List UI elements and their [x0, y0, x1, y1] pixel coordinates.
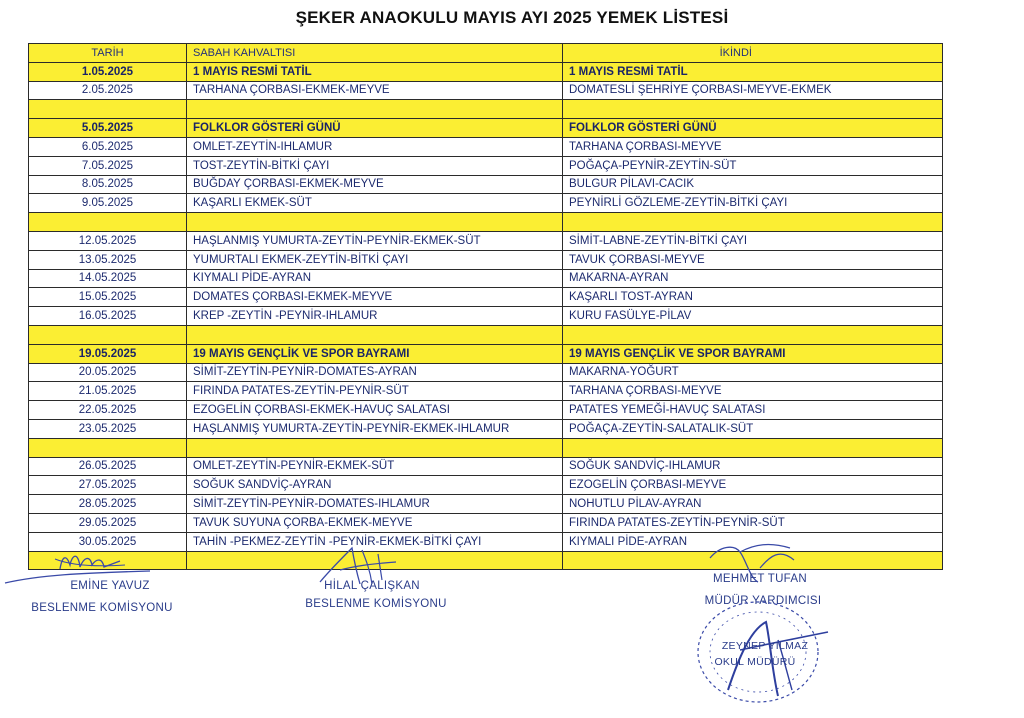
table-row — [29, 288, 943, 307]
date-cell: 27.05.2025 — [29, 476, 187, 495]
table-row — [29, 194, 943, 213]
date-cell: 16.05.2025 — [29, 307, 187, 326]
breakfast-cell: 19 MAYIS GENÇLİK VE SPOR BAYRAMI — [187, 344, 563, 363]
signature-role-right: MÜDÜR YARDIMCISI — [704, 595, 822, 607]
breakfast-cell: KAŞARLI EKMEK-SÜT — [187, 194, 563, 213]
official-stamp — [688, 600, 838, 710]
breakfast-cell — [187, 213, 563, 232]
afternoon-cell: EZOGELİN ÇORBASI-MEYVE — [563, 476, 943, 495]
breakfast-cell: BUĞDAY ÇORBASI-EKMEK-MEYVE — [187, 175, 563, 194]
table-row — [29, 382, 943, 401]
header-breakfast: SABAH KAHVALTISI — [187, 44, 563, 63]
afternoon-cell — [563, 213, 943, 232]
afternoon-cell: NOHUTLU PİLAV-AYRAN — [563, 495, 943, 514]
afternoon-cell — [563, 438, 943, 457]
header-afternoon: İKİNDİ — [563, 44, 943, 63]
breakfast-cell: OMLET-ZEYTİN-PEYNİR-EKMEK-SÜT — [187, 457, 563, 476]
breakfast-cell: FIRINDA PATATES-ZEYTİN-PEYNİR-SÜT — [187, 382, 563, 401]
afternoon-cell — [563, 325, 943, 344]
table-spacer-row — [29, 438, 943, 457]
table-row — [29, 156, 943, 175]
afternoon-cell: KURU FASÜLYE-PİLAV — [563, 307, 943, 326]
table-row — [29, 119, 943, 138]
signature-role-middle: BESLENME KOMİSYONU — [305, 598, 447, 610]
date-cell: 21.05.2025 — [29, 382, 187, 401]
table-row — [29, 231, 943, 250]
date-cell: 1.05.2025 — [29, 62, 187, 81]
signature-name-left: EMİNE YAVUZ — [70, 580, 150, 592]
breakfast-cell: OMLET-ZEYTİN-IHLAMUR — [187, 137, 563, 156]
breakfast-cell: EZOGELİN ÇORBASI-EKMEK-HAVUÇ SALATASI — [187, 401, 563, 420]
afternoon-cell: TARHANA ÇORBASI-MEYVE — [563, 137, 943, 156]
date-cell: 19.05.2025 — [29, 344, 187, 363]
breakfast-cell — [187, 438, 563, 457]
afternoon-cell: DOMATESLİ ŞEHRİYE ÇORBASI-MEYVE-EKMEK — [563, 81, 943, 100]
breakfast-cell: TAVUK SUYUNA ÇORBA-EKMEK-MEYVE — [187, 513, 563, 532]
signature-name-principal: ZEYNEP YILMAZ — [721, 640, 809, 652]
breakfast-cell: SİMİT-ZEYTİN-PEYNİR-DOMATES-AYRAN — [187, 363, 563, 382]
date-cell: 2.05.2025 — [29, 81, 187, 100]
page-title: ŞEKER ANAOKULU MAYIS AYI 2025 YEMEK LİSTESİ — [295, 8, 729, 27]
afternoon-cell: PEYNİRLİ GÖZLEME-ZEYTİN-BİTKİ ÇAYI — [563, 194, 943, 213]
afternoon-cell: TAVUK ÇORBASI-MEYVE — [563, 250, 943, 269]
table-row — [29, 363, 943, 382]
date-cell — [29, 438, 187, 457]
afternoon-cell: 19 MAYIS GENÇLİK VE SPOR BAYRAMI — [563, 344, 943, 363]
afternoon-cell: POĞAÇA-PEYNİR-ZEYTİN-SÜT — [563, 156, 943, 175]
table-row — [29, 457, 943, 476]
afternoon-cell: SOĞUK SANDVİÇ-IHLAMUR — [563, 457, 943, 476]
date-cell — [29, 325, 187, 344]
table-row — [29, 250, 943, 269]
breakfast-cell: DOMATES ÇORBASI-EKMEK-MEYVE — [187, 288, 563, 307]
afternoon-cell — [563, 100, 943, 119]
breakfast-cell: FOLKLOR GÖSTERİ GÜNÜ — [187, 119, 563, 138]
table-spacer-row — [29, 100, 943, 119]
afternoon-cell: FOLKLOR GÖSTERİ GÜNÜ — [563, 119, 943, 138]
date-cell: 12.05.2025 — [29, 231, 187, 250]
afternoon-cell: MAKARNA-YOĞURT — [563, 363, 943, 382]
date-cell: 28.05.2025 — [29, 495, 187, 514]
afternoon-cell: SİMİT-LABNE-ZEYTİN-BİTKİ ÇAYI — [563, 231, 943, 250]
breakfast-cell: HAŞLANMIŞ YUMURTA-ZEYTİN-PEYNİR-EKMEK-IHLAMUR — [187, 419, 563, 438]
breakfast-cell: YUMURTALI EKMEK-ZEYTİN-BİTKİ ÇAYI — [187, 250, 563, 269]
breakfast-cell: KIYMALI PİDE-AYRAN — [187, 269, 563, 288]
table-row — [29, 81, 943, 100]
breakfast-cell: SOĞUK SANDVİÇ-AYRAN — [187, 476, 563, 495]
afternoon-cell: MAKARNA-AYRAN — [563, 269, 943, 288]
date-cell: 23.05.2025 — [29, 419, 187, 438]
afternoon-cell: PATATES YEMEĞİ-HAVUÇ SALATASI — [563, 401, 943, 420]
table-row — [29, 307, 943, 326]
date-cell: 29.05.2025 — [29, 513, 187, 532]
table-spacer-row — [29, 213, 943, 232]
date-cell: 7.05.2025 — [29, 156, 187, 175]
afternoon-cell: KAŞARLI TOST-AYRAN — [563, 288, 943, 307]
breakfast-cell: KREP -ZEYTİN -PEYNİR-IHLAMUR — [187, 307, 563, 326]
breakfast-cell: SİMİT-ZEYTİN-PEYNİR-DOMATES-IHLAMUR — [187, 495, 563, 514]
signature-name-right: MEHMET TUFAN — [713, 573, 807, 585]
afternoon-cell: KIYMALI PİDE-AYRAN — [563, 532, 943, 551]
date-cell: 6.05.2025 — [29, 137, 187, 156]
date-cell: 20.05.2025 — [29, 363, 187, 382]
signature-role-left: BESLENME KOMİSYONU — [31, 602, 173, 614]
afternoon-cell: TARHANA ÇORBASI-MEYVE — [563, 382, 943, 401]
breakfast-cell: HAŞLANMIŞ YUMURTA-ZEYTİN-PEYNİR-EKMEK-SÜT — [187, 231, 563, 250]
signature-name-middle: HİLAL ÇALIŞKAN — [324, 580, 420, 592]
date-cell: 30.05.2025 — [29, 532, 187, 551]
date-cell: 15.05.2025 — [29, 288, 187, 307]
table-row — [29, 137, 943, 156]
table-header-row — [29, 44, 943, 63]
date-cell: 13.05.2025 — [29, 250, 187, 269]
menu-table — [28, 43, 943, 570]
afternoon-cell: 1 MAYIS RESMİ TATİL — [563, 62, 943, 81]
date-cell: 22.05.2025 — [29, 401, 187, 420]
date-cell: 8.05.2025 — [29, 175, 187, 194]
table-row — [29, 344, 943, 363]
table-row — [29, 62, 943, 81]
afternoon-cell: POĞAÇA-ZEYTİN-SALATALIK-SÜT — [563, 419, 943, 438]
table-row — [29, 175, 943, 194]
breakfast-cell — [187, 325, 563, 344]
date-cell: 5.05.2025 — [29, 119, 187, 138]
date-cell: 14.05.2025 — [29, 269, 187, 288]
date-cell — [29, 213, 187, 232]
table-row — [29, 269, 943, 288]
table-row — [29, 513, 943, 532]
date-cell: 9.05.2025 — [29, 194, 187, 213]
table-spacer-row — [29, 325, 943, 344]
table-row — [29, 495, 943, 514]
breakfast-cell: 1 MAYIS RESMİ TATİL — [187, 62, 563, 81]
breakfast-cell: TOST-ZEYTİN-BİTKİ ÇAYI — [187, 156, 563, 175]
breakfast-cell: TAHİN -PEKMEZ-ZEYTİN -PEYNİR-EKMEK-BİTKİ ÇAYI — [187, 532, 563, 551]
date-cell: 26.05.2025 — [29, 457, 187, 476]
breakfast-cell: TARHANA ÇORBASI-EKMEK-MEYVE — [187, 81, 563, 100]
date-cell — [29, 100, 187, 119]
breakfast-cell — [187, 100, 563, 119]
afternoon-cell: BULGUR PİLAVI-CACIK — [563, 175, 943, 194]
afternoon-cell: FIRINDA PATATES-ZEYTİN-PEYNİR-SÜT — [563, 513, 943, 532]
header-date: TARİH — [29, 44, 187, 63]
signature-role-principal: OKUL MÜDÜRÜ — [714, 656, 796, 668]
table-row — [29, 419, 943, 438]
table-row — [29, 476, 943, 495]
table-row — [29, 401, 943, 420]
